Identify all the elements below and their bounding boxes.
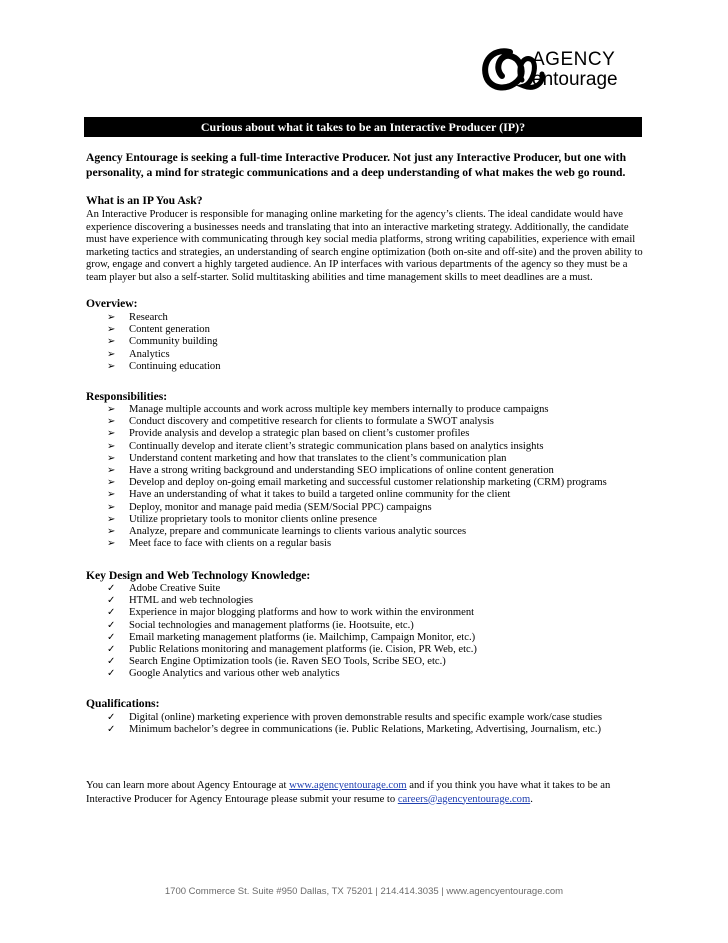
intro-paragraph: Agency Entourage is seeking a full-time Interactive Producer. Not just any Interactive Producer, but one with personality, a mind for strategic communications and a deep understanding of what makes the web go round. — [86, 151, 627, 179]
responsibility-item: ➢ Analyze, prepare and communicate learnings to clients various analytic sources — [107, 525, 467, 537]
check-mark-icon: ✓ — [107, 631, 116, 643]
arrow-bullet-icon: ➢ — [107, 525, 116, 537]
arrow-bullet-icon: ➢ — [107, 312, 116, 323]
arrow-bullet-icon: ➢ — [107, 416, 116, 428]
check-mark-icon: ✓ — [107, 668, 116, 680]
arrow-bullet-icon: ➢ — [107, 513, 116, 525]
careers-email-link[interactable]: careers@agencyentourage.com — [397, 793, 531, 805]
logo-text-entourage: entourage — [532, 69, 618, 90]
arrow-bullet-icon: ➢ — [107, 428, 116, 440]
responsibility-item: ➢ Have a strong writing background and understanding SEO implications of online content generation — [107, 464, 554, 476]
overview-item: ➢ Community building — [107, 336, 218, 348]
arrow-bullet-icon: ➢ — [107, 404, 116, 415]
check-mark-icon: ✓ — [107, 619, 116, 631]
what-is-paragraph: An Interactive Producer is responsible for managing online marketing for the agency’s clients. The ideal candidate would have experience discovering a businesses needs and translating that into an interactive marketing strategy. Additionally, the candidate must have experience with communicating through key social media platforms, strong writing capabilities, experience with email marketing tactics and strategies, an understanding of search engine optimization (both on-site and off-site) and the proven ability to grow, engage and convert a highly targeted audience. An IP interfaces with various departments of the agency so they must be a team player but also a self-starter. Solid multitasking abilities and time management skills to meet deadlines are a must. — [86, 209, 643, 283]
knowledge-item: ✓ Experience in major blogging platforms and how to work within the environment — [107, 607, 475, 619]
responsibility-item: ➢ Conduct discovery and competitive research for clients to formulate a SWOT analysis — [107, 416, 494, 428]
check-mark-icon: ✓ — [107, 656, 116, 668]
overview-item: ➢ Content generation — [107, 324, 210, 336]
website-link[interactable]: www.agencyentourage.com — [289, 780, 407, 791]
responsibility-item: ➢ Develop and deploy on-going email marketing and successful customer relationship marketing (CRM) programs — [107, 477, 607, 489]
check-mark-icon: ✓ — [107, 607, 116, 619]
knowledge-item: ✓ Social technologies and management platforms (ie. Hootsuite, etc.) — [107, 619, 414, 631]
responsibility-item: ➢ Utilize proprietary tools to monitor clients online presence — [107, 513, 378, 525]
responsibility-item: ➢ Have an understanding of what it takes to build a targeted online community for the client — [107, 489, 511, 501]
knowledge-item: ✓ Google Analytics and various other web analytics — [107, 668, 340, 680]
responsibility-item: ➢ Deploy, monitor and manage paid media (SEM/Social PPC) campaigns — [107, 501, 432, 513]
check-mark-icon: ✓ — [107, 712, 116, 723]
check-mark-icon: ✓ — [107, 583, 116, 594]
responsibility-item: ➢ Continually develop and iterate client’s strategic communication plans based on analytics insights — [107, 440, 544, 452]
overview-item: ➢ Analytics — [107, 348, 170, 360]
qualifications-list — [107, 712, 602, 736]
responsibility-item: ➢ Understand content marketing and how that translates to the client’s communication plan — [107, 452, 507, 464]
qualification-item: ✓ Minimum bachelor’s degree in communications (ie. Public Relations, Marketing, Advertising, Journalism, etc.) — [107, 724, 602, 736]
knowledge-item: ✓ Adobe Creative Suite — [107, 583, 221, 594]
overview-heading: Overview: — [86, 297, 138, 310]
logo-text-agency: AGENCY — [532, 49, 616, 70]
arrow-bullet-icon: ➢ — [107, 440, 116, 452]
arrow-bullet-icon: ➢ — [107, 477, 116, 489]
overview-list — [107, 312, 221, 373]
footer-address: 1700 Commerce St. Suite #950 Dallas, TX 75201 | 214.414.3035 | www.agencyentourage.com — [164, 886, 564, 897]
qualification-item: ✓ Digital (online) marketing experience with proven demonstrable results and specific example work/case studies — [107, 712, 603, 723]
knowledge-heading: Key Design and Web Technology Knowledge: — [86, 569, 311, 582]
knowledge-item: ✓ Search Engine Optimization tools (ie. Raven SEO Tools, Scribe SEO, etc.) — [107, 656, 446, 668]
responsibilities-heading: Responsibilities: — [86, 390, 168, 403]
knowledge-item: ✓ Email marketing management platforms (ie. Mailchimp, Campaign Monitor, etc.) — [107, 631, 476, 643]
knowledge-list — [107, 583, 477, 681]
qualifications-heading: Qualifications: — [86, 697, 160, 710]
responsibility-item: ➢ Provide analysis and develop a strategic plan based on client’s customer profiles — [107, 428, 470, 440]
overview-item: ➢ Research — [107, 312, 168, 323]
check-mark-icon: ✓ — [107, 595, 116, 607]
arrow-bullet-icon: ➢ — [107, 452, 116, 464]
arrow-bullet-icon: ➢ — [107, 360, 116, 372]
arrow-bullet-icon: ➢ — [107, 348, 116, 360]
arrow-bullet-icon: ➢ — [107, 324, 116, 336]
check-mark-icon: ✓ — [107, 643, 116, 655]
arrow-bullet-icon: ➢ — [107, 489, 116, 501]
what-is-heading: What is an IP You Ask? — [86, 194, 203, 207]
arrow-bullet-icon: ➢ — [107, 501, 116, 513]
overview-item: ➢ Continuing education — [107, 360, 221, 372]
responsibility-item: ➢ Manage multiple accounts and work across multiple key members internally to produce campaigns — [107, 404, 549, 415]
responsibility-item: ➢ Meet face to face with clients on a regular basis — [107, 538, 332, 550]
knowledge-item: ✓ Public Relations monitoring and management platforms (ie. Cision, PR Web, etc.) — [107, 643, 477, 655]
responsibilities-list — [107, 404, 607, 550]
check-mark-icon: ✓ — [107, 724, 116, 736]
knowledge-item: ✓ HTML and web technologies — [107, 595, 254, 607]
arrow-bullet-icon: ➢ — [107, 336, 116, 348]
arrow-bullet-icon: ➢ — [107, 464, 116, 476]
closing-paragraph: You can learn more about Agency Entourage at www.agencyentourage.com and if you think you have what it takes to be an Interactive Producer for Agency Entourage please submit your resume to careers@agencyentourage.com. — [86, 780, 611, 805]
title-banner: Curious about what it takes to be an Interactive Producer (IP)? — [84, 117, 642, 137]
arrow-bullet-icon: ➢ — [107, 538, 116, 550]
